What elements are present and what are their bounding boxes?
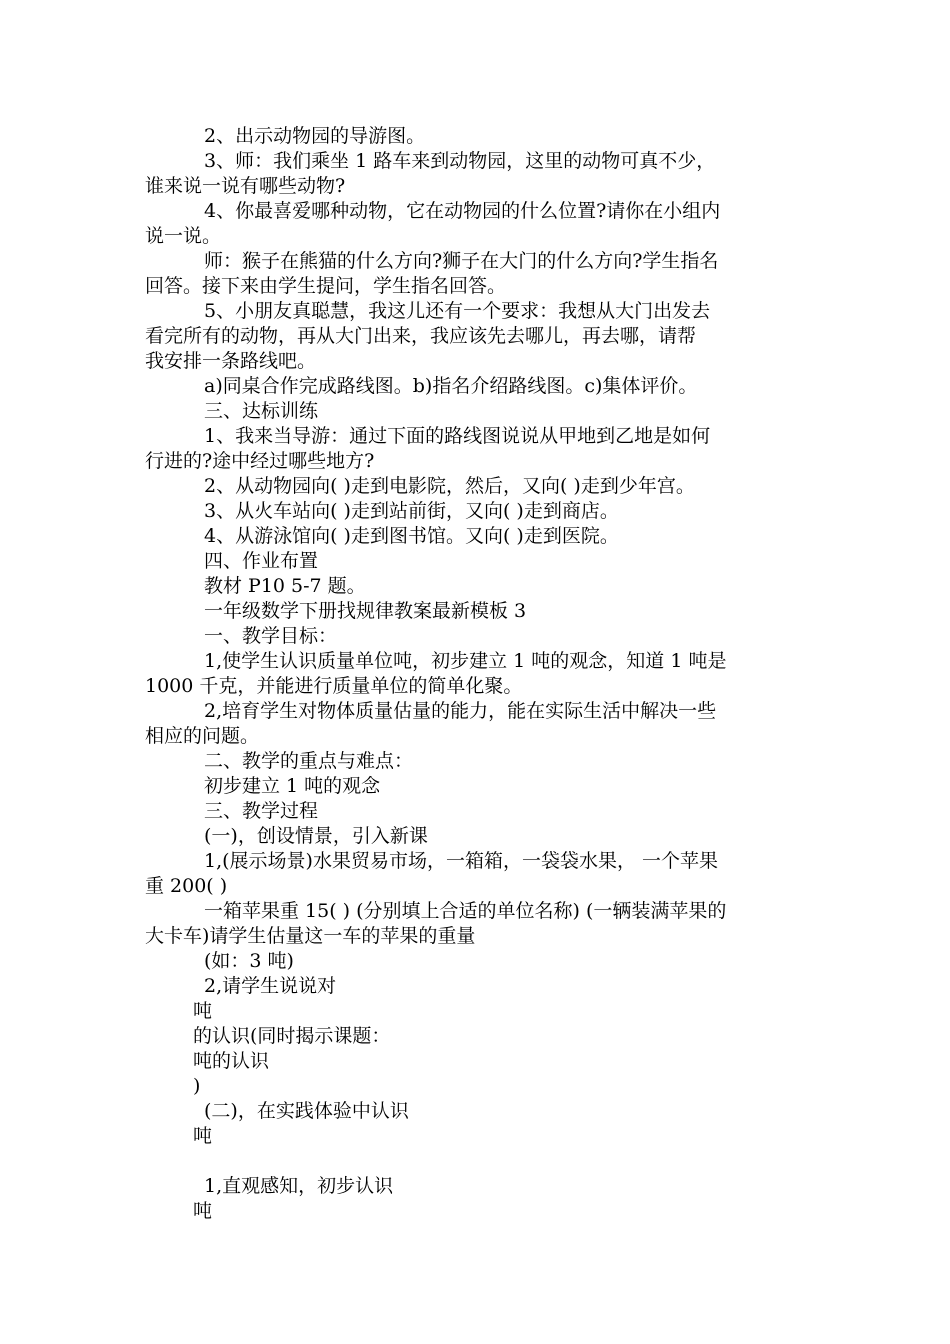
text-line: (二)，在实践体验中认识: [204, 1100, 409, 1122]
text-line: 3、师：我们乘坐 1 路车来到动物园，这里的动物可真不少，: [204, 150, 716, 172]
text-line: 重 200( ): [145, 875, 228, 897]
text-line: (一)，创设情景，引入新课: [204, 825, 428, 847]
document-subtitle: 一年级数学下册找规律教案最新模板 3: [204, 600, 527, 622]
text-line: 谁来说一说有哪些动物?: [145, 175, 346, 197]
text-line: 5、小朋友真聪慧，我这儿还有一个要求：我想从大门出发去: [204, 300, 711, 322]
section-heading: 三、达标训练: [204, 400, 319, 422]
text-line: 1,(展示场景)水果贸易市场，一箱箱，一袋袋水果， 一个苹果: [204, 850, 718, 872]
section-heading: 三、教学过程: [204, 800, 319, 822]
text-line: a)同桌合作完成路线图。b)指名介绍路线图。c)集体评价。: [204, 375, 698, 397]
text-line: 1、我来当导游：通过下面的路线图说说从甲地到乙地是如何: [204, 425, 711, 447]
text-line: 3、从火车站向( )走到站前街，又向( )走到商店。: [204, 500, 619, 522]
text-line: 吨: [193, 1000, 213, 1022]
text-line: 4、从游泳馆向( )走到图书馆。又向( )走到医院。: [204, 525, 619, 547]
text-line: 2、出示动物园的导游图。: [204, 125, 426, 147]
text-line: 1,直观感知，初步认识: [204, 1175, 394, 1197]
text-line: 一箱苹果重 15( ) (分别填上合适的单位名称) (一辆装满苹果的: [204, 900, 727, 922]
text-line: (如：3 吨): [204, 950, 294, 972]
text-line: 大卡车)请学生估量这一车的苹果的重量: [145, 925, 476, 947]
text-line: ): [193, 1075, 201, 1097]
text-line: 吨: [193, 1125, 213, 1147]
text-line: 2,请学生说说对: [204, 975, 337, 997]
text-line: 初步建立 1 吨的观念: [204, 775, 381, 797]
section-heading: 二、教学的重点与难点：: [204, 750, 414, 772]
text-line: 吨: [193, 1200, 213, 1222]
text-line: 1000 千克，并能进行质量单位的简单化聚。: [145, 675, 523, 697]
text-line: 吨的认识: [193, 1050, 270, 1072]
text-line: 2、从动物园向( )走到电影院，然后，又向( )走到少年宫。: [204, 475, 695, 497]
text-line: 的认识(同时揭示课题：: [193, 1025, 391, 1047]
text-line: 回答。接下来由学生提问，学生指名回答。: [145, 275, 507, 297]
section-heading: 四、作业布置: [204, 550, 319, 572]
text-line: 我安排一条路线吧。: [145, 350, 317, 372]
text-line: 4、你最喜爱哪种动物，它在动物园的什么位置?请你在小组内: [204, 200, 721, 222]
text-line: 行进的?途中经过哪些地方?: [145, 450, 375, 472]
text-line: 2,培育学生对物体质量估量的能力，能在实际生活中解决一些: [204, 700, 717, 722]
text-line: 教材 P10 5-7 题。: [204, 575, 366, 597]
text-line: 师：猴子在熊猫的什么方向?狮子在大门的什么方向?学生指名: [204, 250, 719, 272]
text-line: 1,使学生认识质量单位吨，初步建立 1 吨的观念，知道 1 吨是: [204, 650, 727, 672]
section-heading: 一、教学目标：: [204, 625, 338, 647]
text-line: 相应的问题。: [145, 725, 260, 747]
text-line: 说一说。: [145, 225, 222, 247]
text-line: 看完所有的动物，再从大门出来，我应该先去哪儿，再去哪，请帮: [145, 325, 697, 347]
